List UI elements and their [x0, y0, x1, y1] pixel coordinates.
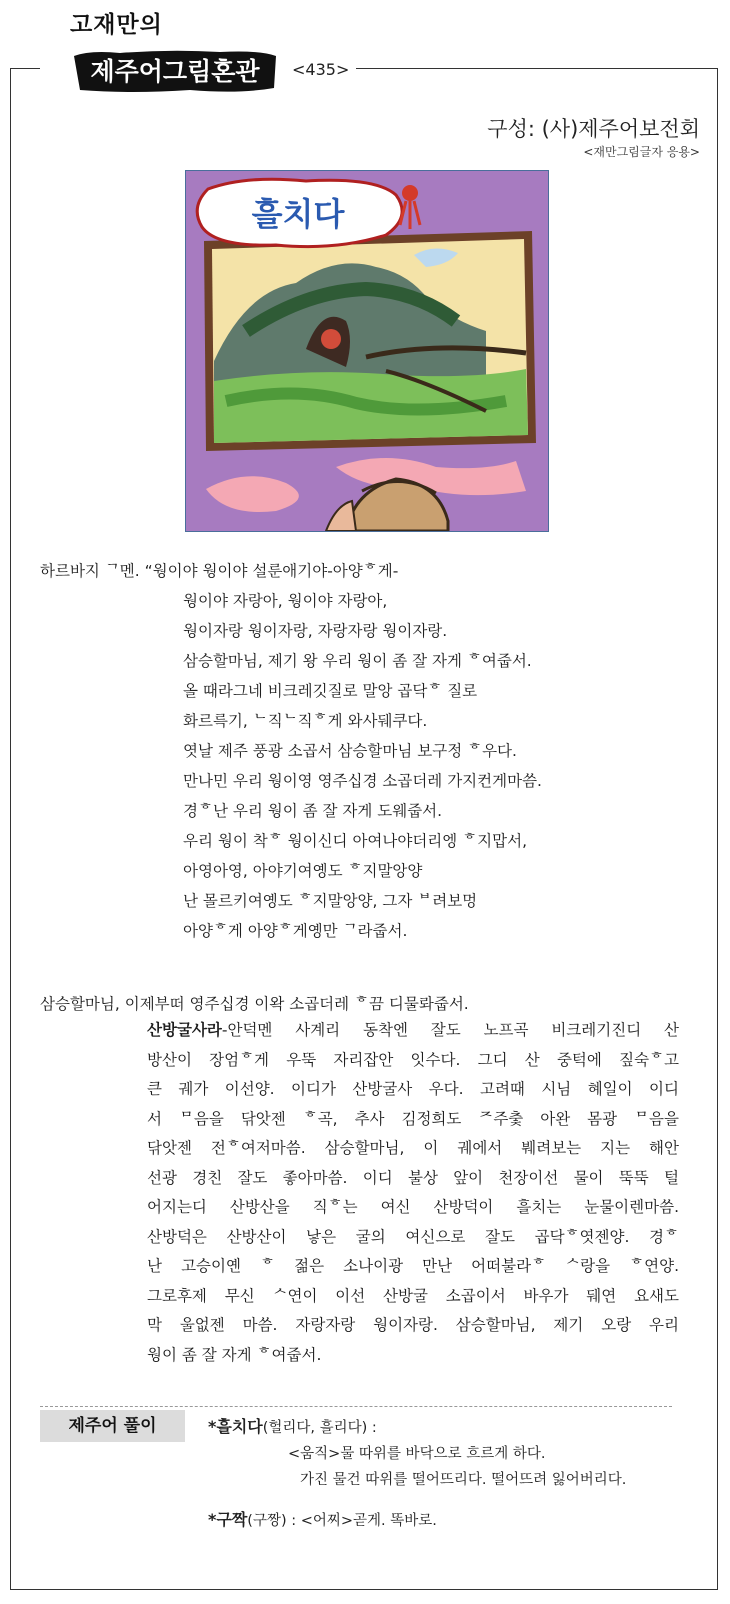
poem-line-2: 웡이야 자랑아, 웡이야 자랑아, — [183, 592, 388, 610]
poem-line-3: 웡이자랑 웡이자랑, 자랑자랑 웡이자랑. — [183, 622, 448, 640]
glossary-word-1: *흘치다 — [208, 1417, 263, 1436]
poem-line-11: 아영아영, 아야기여옝도 ᄒ지말앙양 — [183, 862, 423, 880]
paragraph-line-6: 선광 경친 잘도 좋아마씀. 이디 불상 앞이 천장이선 물이 뚝뚝 털 — [147, 1168, 679, 1187]
glossary-entry-2 — [208, 1507, 626, 1534]
paragraph-line-7: 어지는디 산방산을 직ᄒ는 여신 산방덕이 흘치는 눈물이렌마씀. — [147, 1198, 679, 1216]
glossary-label: 제주어 풀이 — [40, 1410, 185, 1442]
paragraph-term: 산방굴사라 — [147, 1021, 222, 1039]
logo-text: 제주어그림혼관 — [90, 57, 260, 86]
paragraph-line-1 — [147, 1016, 679, 1046]
poem-line-8: 만나민 우리 웡이영 영주십경 소곱더레 가지컨게마씀. — [183, 772, 542, 790]
paragraph-line-12: 웡이 좀 잘 자게 ᄒ여줍서. — [147, 1345, 322, 1364]
illustration — [185, 170, 549, 532]
series-logo — [70, 48, 280, 94]
paragraph-line-2: 방산이 장엄ᄒ게 우뚝 자리잡안 잇수다. 그디 산 중턱에 짚숙ᄒ고 — [147, 1050, 679, 1069]
episode-number: <435> — [292, 60, 350, 79]
credit: 구성: (사)제주어보전회 — [487, 117, 700, 141]
poem-line-9: 경ᄒ난 우리 웡이 좀 잘 자게 도웨줍서. — [183, 802, 443, 820]
glossary-gloss-2: (구짱) : <어찌>곧게. 똑바로. — [247, 1513, 437, 1529]
illustration-art — [186, 171, 548, 531]
glossary-gloss-1: (헐리다, 흘리다) : — [262, 1420, 377, 1436]
poem-line-1: 하르바지 ᄀ멘. “웡이야 웡이야 설룬애기야-아양ᄒ게- — [40, 562, 399, 580]
paragraph-line-9: 난 고승이옌 ᄒ 젊은 소나이광 만난 어떠불라ᄒ ᄉ랑을 ᄒ연양. — [147, 1257, 679, 1275]
glossary — [208, 1414, 626, 1534]
paragraph-line-1-text: -안덕멘 사계리 동착엔 잘도 노프곡 비크레기진디 산 — [221, 1021, 679, 1039]
poem-line-5: 올 때라그네 비크레깃질로 말앙 곱닥ᄒ 질로 — [183, 682, 478, 700]
poem-line-10: 우리 웡이 착ᄒ 웡이신디 아여나야더리엥 ᄒ지맙서, — [183, 832, 527, 850]
series-title: 고재만의 — [70, 12, 163, 38]
paragraph-line-10: 그로후제 무신 ᄉ연이 이선 산방굴 소곱이서 바우가 뒈연 요새도 — [147, 1286, 679, 1305]
paragraph-line-3: 큰 궤가 이선양. 이디가 산방굴사 우다. 고려때 시님 혜일이 이디 — [147, 1080, 679, 1098]
paragraph-line-5: 닦앗젠 전ᄒ여저마씀. 삼승할마님, 이 궤에서 붸려보는 지는 해안 — [147, 1139, 679, 1157]
poem-line-12: 난 몰르키여옝도 ᄒ지말앙양, 그자 ᄇ려보멍 — [183, 892, 478, 910]
poem-line-7: 엿날 제주 풍광 소곱서 삼승할마님 보구정 ᄒ우다. — [183, 742, 517, 760]
poem — [40, 556, 542, 946]
poem-line-13: 아양ᄒ게 아양ᄒ게옝만 ᄀ라줍서. — [183, 922, 408, 940]
sanbanggulsa-paragraph — [147, 1016, 679, 1370]
credit-note: <재만그림글자 응용> — [583, 145, 700, 159]
glossary-entry-1 — [208, 1417, 377, 1436]
paragraph-line-8: 산방덕은 산방산이 낳은 굴의 여신으로 잘도 곱닥ᄒ엿젠양. 경ᄒ — [147, 1227, 679, 1246]
paragraph-line-11: 막 울없젠 마씀. 자랑자랑 웡이자랑. 삼승할마님, 제기 오랑 우리 — [147, 1316, 679, 1334]
glossary-definition-1b: 가진 물건 따위를 떨어뜨리다. 떨어뜨려 잃어버리다. — [300, 1472, 627, 1488]
glossary-definition-1a: <움직>물 따위를 바닥으로 흐르게 하다. — [288, 1446, 546, 1462]
glossary-divider — [40, 1406, 672, 1407]
section-heading: 삼승할마님, 이제부떠 영주십경 이왁 소곱더레 ᄒ끔 디물롸줍서. — [40, 995, 469, 1013]
glossary-word-2: *구짝 — [208, 1510, 248, 1529]
poem-line-6: 화르륵기, ᄂ직ᄂ직ᄒ게 와사뒈쿠다. — [183, 712, 428, 730]
illustration-title: 흘치다 — [251, 195, 345, 233]
paragraph-line-4: 서 ᄆ음을 닦앗젠 ᄒ곡, 추사 김정희도 ᄌ주춫 아완 몸광 ᄆ음을 — [147, 1109, 679, 1128]
poem-line-4: 삼승할마님, 제기 왕 우리 웡이 좀 잘 자게 ᄒ여줍서. — [183, 652, 532, 670]
